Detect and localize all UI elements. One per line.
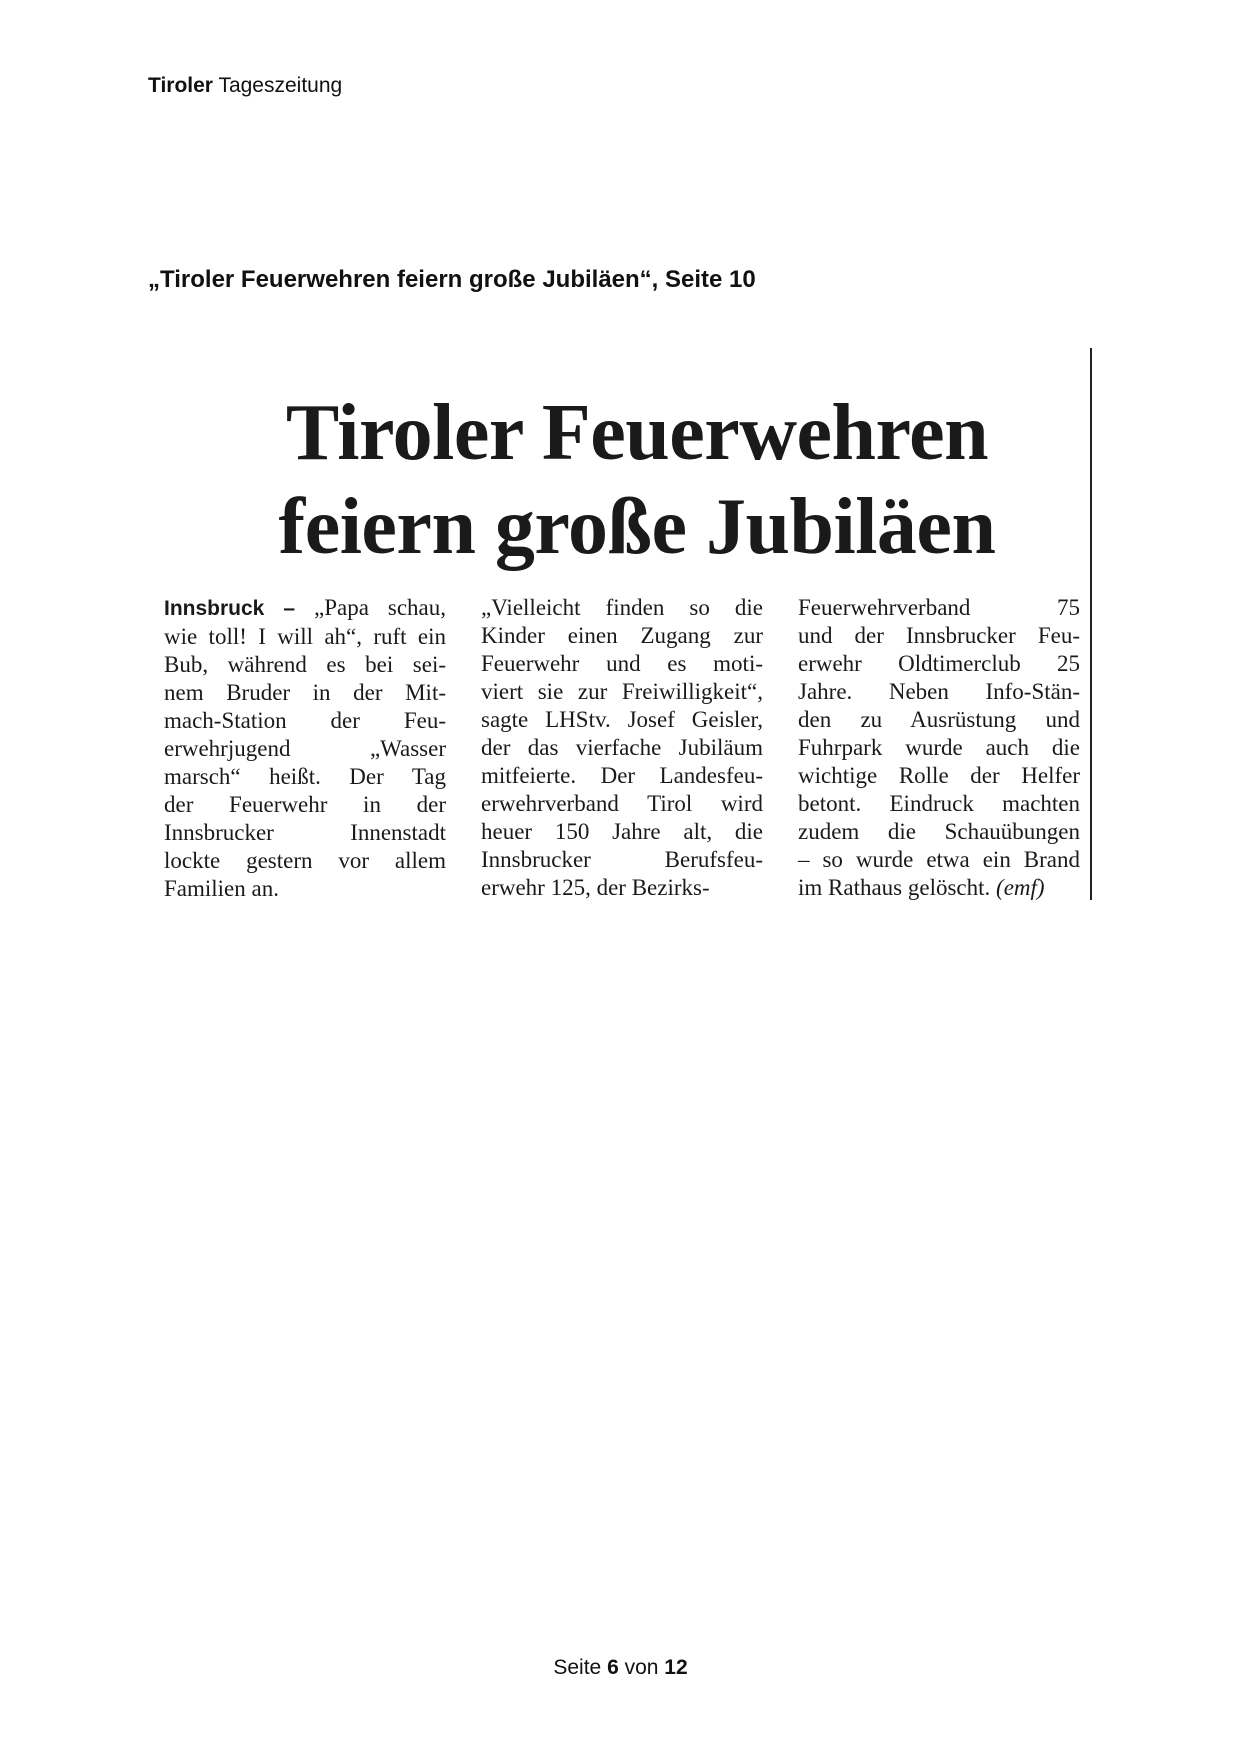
article-line: mitfeierte. Der Landesfeu- (481, 763, 763, 788)
article-columns (164, 594, 1080, 903)
footer-prefix: Seite (553, 1656, 602, 1679)
article-line: der Feuerwehr in der (164, 792, 446, 817)
article-line: erwehrjugend „Wasser (164, 736, 446, 761)
article-column-3 (798, 594, 1080, 903)
article-line: der das vierfache Jubiläum (481, 735, 763, 760)
article-line: Fuhrpark wurde auch die (798, 735, 1080, 760)
article-line: Familien an. (164, 876, 279, 901)
column-divider-rule (1090, 348, 1092, 900)
article-line: Jahre. Neben Info-Stän- (798, 679, 1080, 704)
article-line: wie toll! I will ah“, ruft ein (164, 624, 446, 649)
article-line: „Vielleicht finden so die (481, 595, 763, 620)
article-line: marsch“ heißt. Der Tag (164, 764, 446, 789)
brand-name-bold: Tiroler (148, 74, 213, 97)
article-line: Feuerwehr und es moti- (481, 651, 763, 676)
article-line: heuer 150 Jahre alt, die (481, 819, 763, 844)
article-line: erwehrverband Tirol wird (481, 791, 763, 816)
article-headline (247, 386, 1027, 574)
article-line: erwehr 125, der Bezirks- (481, 875, 710, 900)
footer-page-number: 6 (607, 1656, 619, 1679)
article-line: – so wurde etwa ein Brand (798, 847, 1080, 872)
article-line: wichtige Rolle der Helfer (798, 763, 1080, 788)
article-line: nem Bruder in der Mit- (164, 680, 446, 705)
publication-header (148, 74, 342, 98)
article-line: erwehr Oldtimerclub 25 (798, 651, 1080, 676)
article-reference-title: „Tiroler Feuerwehren feiern große Jubiläen“, Seite 10 (148, 266, 756, 293)
page-footer (0, 1656, 1241, 1680)
article-line: Feuerwehrverband 75 (798, 595, 1080, 620)
article-dateline: Innsbruck – (164, 597, 315, 620)
article-column-1 (164, 594, 446, 903)
newspaper-clipping (160, 348, 1092, 908)
article-line: mach-Station der Feu- (164, 708, 446, 733)
article-line: Kinder einen Zugang zur (481, 623, 763, 648)
article-line: sagte LHStv. Josef Geisler, (481, 707, 763, 732)
article-line: den zu Ausrüstung und (798, 707, 1080, 732)
article-line: Bub, während es bei sei- (164, 652, 446, 677)
headline-line-2: feiern große Jubiläen (278, 483, 996, 571)
article-line: Innsbrucker Innenstadt (164, 820, 446, 845)
article-line: Innsbruck – „Papa schau, (164, 595, 446, 620)
article-line: Innsbrucker Berufsfeu- (481, 847, 763, 872)
article-line: betont. Eindruck machten (798, 791, 1080, 816)
article-line: zudem die Schauübungen (798, 819, 1080, 844)
footer-middle: von (624, 1656, 659, 1679)
article-line: lockte gestern vor allem (164, 848, 446, 873)
headline-line-1: Tiroler Feuerwehren (285, 389, 989, 477)
article-line: viert sie zur Freiwilligkeit“, (481, 679, 763, 704)
brand-name-regular: Tageszeitung (218, 74, 343, 97)
article-line: im Rathaus gelöscht. (emf) (798, 875, 1045, 900)
article-column-2 (481, 594, 763, 903)
article-line: und der Innsbrucker Feu- (798, 623, 1080, 648)
article-author-initials: (emf) (996, 875, 1045, 900)
footer-page-total: 12 (664, 1656, 688, 1679)
